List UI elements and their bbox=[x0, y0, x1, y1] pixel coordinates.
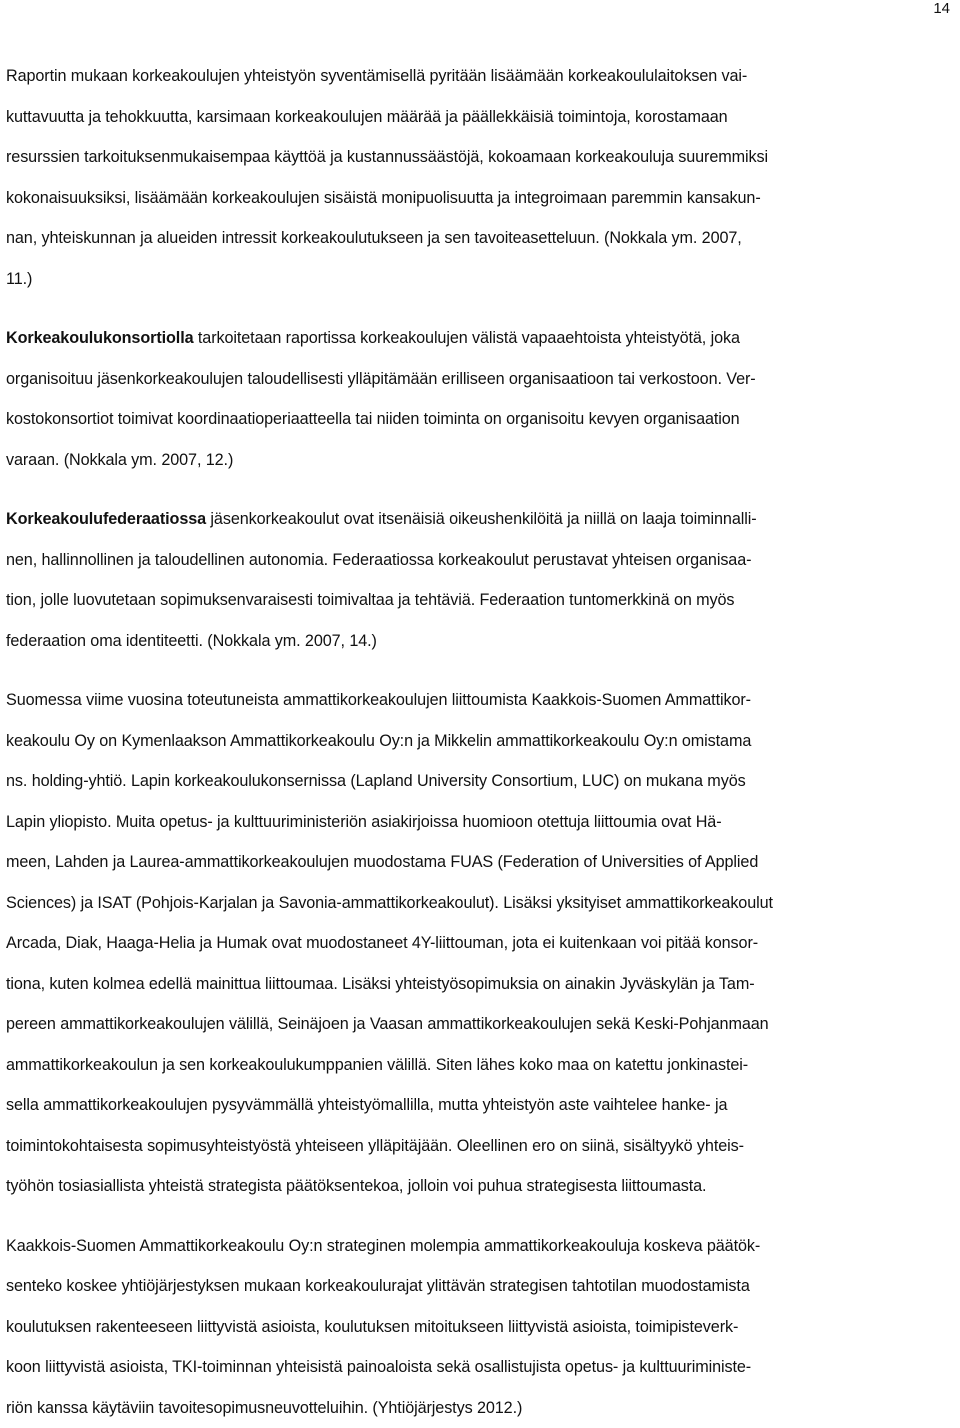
text-run: tarkoitetaan raportissa korkeakoulujen välistä vapaaehtoista yhteistyötä, joka bbox=[194, 329, 740, 347]
text-line: kuttavuutta ja tehokkuutta, karsimaan korkeakoulujen määrää ja päällekkäisiä toimintoja, korostamaan bbox=[6, 97, 954, 138]
text-line: tion, jolle luovutetaan sopimuksenvaraisesti toimivaltaa ja tehtäviä. Federaation tuntomerkkinä on myös bbox=[6, 580, 954, 621]
text-line: ns. holding-yhtiö. Lapin korkeakoulukonsernissa (Lapland University Consortium, LUC) on mukana myös bbox=[6, 761, 954, 802]
text-line: 11.) bbox=[6, 259, 954, 300]
text-line: meen, Lahden ja Laurea-ammattikorkeakoulujen muodostama FUAS (Federation of Universities of Applied bbox=[6, 842, 954, 883]
text-line: ammattikorkeakoulun ja sen korkeakoulukumppanien välillä. Siten lähes koko maa on katettu jonkinastei- bbox=[6, 1045, 954, 1086]
text-line: varaan. (Nokkala ym. 2007, 12.) bbox=[6, 440, 954, 481]
text-line: Suomessa viime vuosina toteutuneista ammattikorkeakoulujen liittoumista Kaakkois-Suomen Ammattikor- bbox=[6, 680, 954, 721]
text-line: Kaakkois-Suomen Ammattikorkeakoulu Oy:n strateginen molempia ammattikorkeakouluja koskeva päätök- bbox=[6, 1226, 954, 1267]
page-number: 14 bbox=[933, 0, 950, 18]
text-line bbox=[6, 318, 954, 359]
text-run: jäsenkorkeakoulut ovat itsenäisiä oikeushenkilöitä ja niillä on laaja toiminnalli- bbox=[206, 510, 757, 528]
text-line: toimintokohtaisesta sopimusyhteistyöstä yhteiseen ylläpitäjään. Oleellinen ero on siinä, sisältyykö yhteis- bbox=[6, 1126, 954, 1167]
text-line: kokonaisuuksiksi, lisäämään korkeakoulujen sisäistä monipuolisuutta ja integroimaan paremmin kansakun- bbox=[6, 178, 954, 219]
paragraph-intro bbox=[6, 56, 954, 299]
defined-term: Korkeakoulukonsortiolla bbox=[6, 329, 194, 347]
paragraph-kaakkois-suomi bbox=[6, 1226, 954, 1428]
text-line: koulutuksen rakenteeseen liittyvistä asioista, koulutuksen mitoitukseen liittyvistä asioista, toimipisteverk- bbox=[6, 1307, 954, 1348]
text-line: Sciences) ja ISAT (Pohjois-Karjalan ja Savonia-ammattikorkeakoulut). Lisäksi yksityiset ammattikorkeakoulut bbox=[6, 883, 954, 924]
paragraph-liittoumat bbox=[6, 680, 954, 1207]
paragraph-federaatio bbox=[6, 499, 954, 661]
text-line: federaation oma identiteetti. (Nokkala ym. 2007, 14.) bbox=[6, 621, 954, 662]
text-line: kostokonsortiot toimivat koordinaatioperiaatteella tai niiden toiminta on organisoitu kevyen organisaation bbox=[6, 399, 954, 440]
text-line: pereen ammattikorkeakoulujen välillä, Seinäjoen ja Vaasan ammattikorkeakoulujen sekä Keski-Pohjanmaan bbox=[6, 1004, 954, 1045]
text-line: Raportin mukaan korkeakoulujen yhteistyön syventämisellä pyritään lisäämään korkeakoululaitoksen vai- bbox=[6, 56, 954, 97]
paragraph-konsortio bbox=[6, 318, 954, 480]
text-line: nen, hallinnollinen ja taloudellinen autonomia. Federaatiossa korkeakoulut perustavat yhteisen organisaa- bbox=[6, 540, 954, 581]
text-line: nan, yhteiskunnan ja alueiden intressit korkeakoulutukseen ja sen tavoiteasetteluun. (Nokkala ym. 2007, bbox=[6, 218, 954, 259]
text-line: Lapin yliopisto. Muita opetus- ja kulttuuriministeriön asiakirjoissa huomioon otettuja liittoumia ovat Hä- bbox=[6, 802, 954, 843]
defined-term: Korkeakoulufederaatiossa bbox=[6, 510, 206, 528]
text-line: riön kanssa käytäviin tavoitesopimusneuvotteluihin. (Yhtiöjärjestys 2012.) bbox=[6, 1388, 954, 1428]
text-line: työhön tosiasiallista yhteistä strategista päätöksentekoa, jolloin voi puhua strategisesta liittoumasta. bbox=[6, 1166, 954, 1207]
text-line: Arcada, Diak, Haaga-Helia ja Humak ovat muodostaneet 4Y-liittouman, jota ei kuitenkaan voi pitää konsor- bbox=[6, 923, 954, 964]
text-line: organisoituu jäsenkorkeakoulujen taloudellisesti ylläpitämään erilliseen organisaatioon tai verkostoon. Ver- bbox=[6, 359, 954, 400]
text-line: tiona, kuten kolmea edellä mainittua liittoumaa. Lisäksi yhteistyösopimuksia on ainakin Jyväskylän ja Tam- bbox=[6, 964, 954, 1005]
text-line: keakoulu Oy on Kymenlaakson Ammattikorkeakoulu Oy:n ja Mikkelin ammattikorkeakoulu Oy:n omistama bbox=[6, 721, 954, 762]
text-line: resurssien tarkoituksenmukaisempaa käyttöä ja kustannussäästöjä, kokoamaan korkeakouluja suuremmiksi bbox=[6, 137, 954, 178]
text-line bbox=[6, 499, 954, 540]
text-line: senteko koskee yhtiöjärjestyksen mukaan korkeakoulurajat ylittävän strategisen tahtotilan muodostamista bbox=[6, 1266, 954, 1307]
document-body bbox=[6, 56, 954, 1428]
text-line: koon liittyvistä asioista, TKI-toiminnan yhteisistä painoaloista sekä osallistujista opetus- ja kulttuuriministe- bbox=[6, 1347, 954, 1388]
text-line: sella ammattikorkeakoulujen pysyvämmällä yhteistyömallilla, mutta yhteistyön aste vaihtelee hanke- ja bbox=[6, 1085, 954, 1126]
